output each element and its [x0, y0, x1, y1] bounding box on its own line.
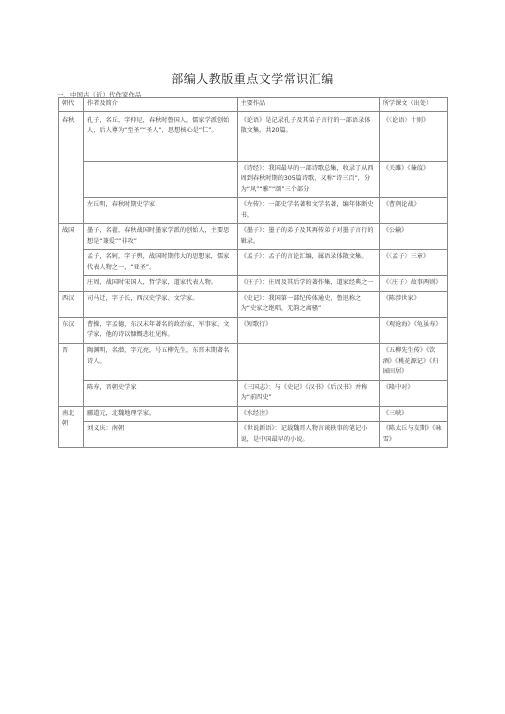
lessons-cell: 《〈孟子〉三章》: [379, 250, 447, 276]
table-row: [59, 317, 448, 343]
works-cell: 《水经注》: [237, 406, 379, 422]
author-cell: 司马迁，字子长，西汉史学家、文学家。: [84, 291, 238, 317]
literature-table: [58, 97, 448, 448]
works-cell: 《论语》是记录孔子及其弟子言行的一部语录体散文集，共20篇。: [237, 111, 379, 161]
works-cell: 《史记》：我国第一部纪传体通史，鲁迅称之为“史家之绝唱，无韵之离骚”: [237, 291, 379, 317]
table-row: [59, 276, 448, 292]
lessons-cell: 《五柳先生传》《饮酒》《桃花源记》《归园田居》: [379, 343, 447, 380]
works-cell: [237, 343, 379, 380]
era-cell: 晋: [59, 343, 84, 406]
header-author: 作者及简介: [84, 98, 238, 112]
section-heading: 一、中国古（近）代作家作品: [57, 91, 142, 99]
lessons-cell: 《公输》: [379, 224, 447, 250]
page-title: 部编人教版重点文学常识汇编: [171, 72, 334, 86]
table-header-row: [59, 98, 448, 112]
header-works: 主要作品: [237, 98, 379, 112]
lessons-cell: 《陈涉世家》: [379, 291, 447, 317]
author-cell: [84, 161, 238, 198]
lessons-cell: 《三峡》: [379, 406, 447, 422]
table-row: [59, 406, 448, 422]
table-row: [59, 224, 448, 250]
author-cell: 墨子，名翟，春秋战国时墨家学派的创始人，主要思想是“兼爱”“非攻”: [84, 224, 238, 250]
table-row: [59, 198, 448, 224]
table-row: [59, 380, 448, 406]
era-cell: 南北朝: [59, 406, 84, 448]
table-row: [59, 161, 448, 198]
lessons-cell: 《观沧海》《龟虽寿》: [379, 317, 447, 343]
author-cell: 陈寿，晋朝史学家: [84, 380, 238, 406]
table-row: [59, 111, 448, 161]
works-cell: 《三国志》：与《史记》《汉书》《后汉书》并称为“前四史”: [237, 380, 379, 406]
lessons-cell: 《曹刿论战》: [379, 198, 447, 224]
works-cell: 《短歌行》: [237, 317, 379, 343]
author-cell: 曹操，字孟德，东汉末年著名的政治家、军事家、文学家，他的诗以慷慨悲壮见称。: [84, 317, 238, 343]
header-lessons: 所学课文（出处）: [379, 98, 447, 112]
table-row: [59, 343, 448, 380]
era-cell: 战国: [59, 224, 84, 292]
works-cell: 《孟子》：孟子的言论汇编，属语录体散文集。: [237, 250, 379, 276]
author-cell: 左丘明，春秋时期史学家: [84, 198, 238, 224]
lessons-cell: 《陈太丘与友期》《咏雪》: [379, 422, 447, 448]
lessons-cell: 《隆中对》: [379, 380, 447, 406]
author-cell: 郦道元，北魏地理学家。: [84, 406, 238, 422]
author-cell: 庄周，战国时宋国人，哲学家，道家代表人物。: [84, 276, 238, 292]
era-cell: 西汉: [59, 291, 84, 317]
author-cell: 孟子，名轲，字子舆，战国时期伟大的思想家，儒家代表人物之一，“亚圣”。: [84, 250, 238, 276]
table-row: [59, 422, 448, 448]
works-cell: 《诗经》：我国最早的一部诗歌总集，收录了从西周到春秋时期的305篇诗歌，又称“诗三百”，分为“风”“雅”“颂”三个部分: [237, 161, 379, 198]
works-cell: 《左传》：一部史学名著和文学名著，编年体断史书。: [237, 198, 379, 224]
author-cell: 陶渊明，名潜，字元亮，号五柳先生，东晋末期著名诗人。: [84, 343, 238, 380]
header-era: 朝代: [59, 98, 84, 112]
lessons-cell: 《〈庄子〉故事两则》: [379, 276, 447, 292]
author-cell: 刘义庆：南朝: [84, 422, 238, 448]
era-cell: 春秋: [59, 111, 84, 224]
author-cell: 孔子，名丘，字仲尼，春秋时鲁国人，儒家学派创始人，后人尊为“至圣”“圣人”，思想核心是“仁”。: [84, 111, 238, 161]
table-row: [59, 250, 448, 276]
works-cell: 《墨子》：墨子的弟子及其再传弟子对墨子言行的辑录。: [237, 224, 379, 250]
lessons-cell: 《关雎》《蒹葭》: [379, 161, 447, 198]
works-cell: 《庄子》：庄周及其后学的著作集，道家经典之一: [237, 276, 379, 292]
lessons-cell: 《〈论语〉十则》: [379, 111, 447, 161]
era-cell: 东汉: [59, 317, 84, 343]
table-row: [59, 291, 448, 317]
works-cell: 《世说新语》：记载魏晋人物言谈轶事的笔记小说，是中国最早的小说。: [237, 422, 379, 448]
